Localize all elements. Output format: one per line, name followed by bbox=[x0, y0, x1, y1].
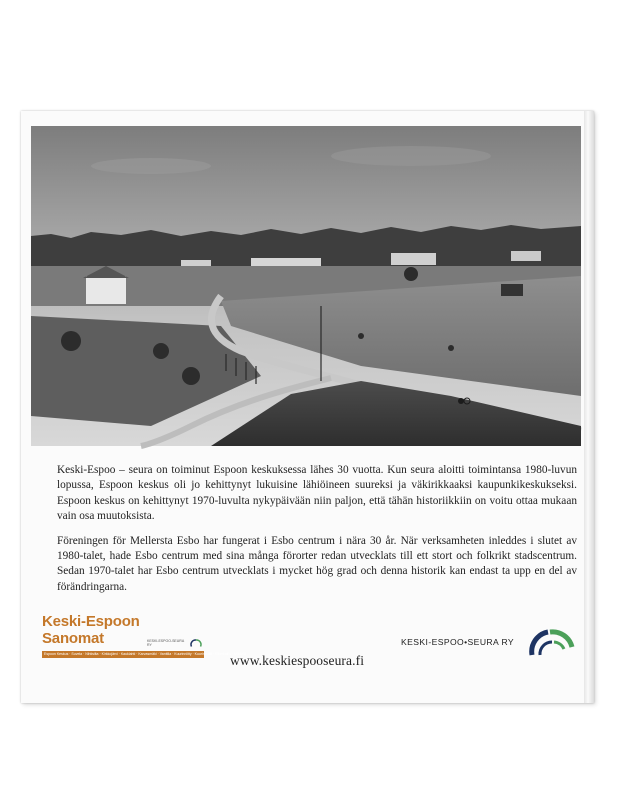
arc-logo-icon bbox=[190, 638, 202, 648]
newspaper-logo-line2: Sanomat bbox=[42, 630, 104, 647]
society-name: KESKI-ESPOO•SEURA RY bbox=[401, 637, 515, 647]
book-spine bbox=[584, 111, 594, 703]
landscape-photo bbox=[31, 126, 581, 446]
book-back-cover bbox=[21, 111, 594, 703]
newspaper-bar: Espoon Keskus · Suvela · Nihtisilta · Kirkkojärvi · Kauklahti · Karvasmäki · Vanttila · Kuurinniitty · Kuurinmäki · Kilonkallio · Mikkelä bbox=[44, 652, 247, 656]
newspaper-logo-line1: Keski-Espoon bbox=[42, 613, 140, 630]
website-link[interactable]: www.keskiespooseura.fi bbox=[230, 653, 365, 668]
description-text bbox=[57, 463, 577, 604]
society-logo bbox=[401, 627, 581, 657]
newspaper-logo bbox=[42, 613, 247, 661]
paragraph-finnish: Keski-Espoo – seura on toiminut Espoon keskuksessa lähes 30 vuotta. Kun seura aloitti toimintansa 1980-luvun lopussa, Espoon keskus oli jo kehittynyt lukuisine lähiöineen suureksi ja väkirikkaaksi kaupunkikeskukseksi. Espoon keskus on kehittynyt 1970-luvulta nykypäivään niin paljon, että tähän historiikkiin on voitu ottaa mukaan vain osa muutoksista. bbox=[57, 464, 577, 523]
cover-photo bbox=[31, 126, 581, 446]
arc-logo-icon bbox=[526, 627, 578, 657]
paragraph-swedish: Föreningen för Mellersta Esbo har fungerat i Esbo centrum i nära 30 år. När verksamheten inleddes i slutet av 1980-talet, hade Esbo centrum med sina många förorter redan utvecklats till ett stort och folkrikt stadscentrum. Sedan 1970-talet har Esbo centrum utvecklats i mycket hög grad och denna historik kan endast ta upp en del av förändringarna. bbox=[57, 534, 577, 593]
newspaper-mini-badge bbox=[147, 638, 202, 648]
mini-badge-label: KESKI-ESPOO-SEURA RY bbox=[147, 639, 184, 647]
